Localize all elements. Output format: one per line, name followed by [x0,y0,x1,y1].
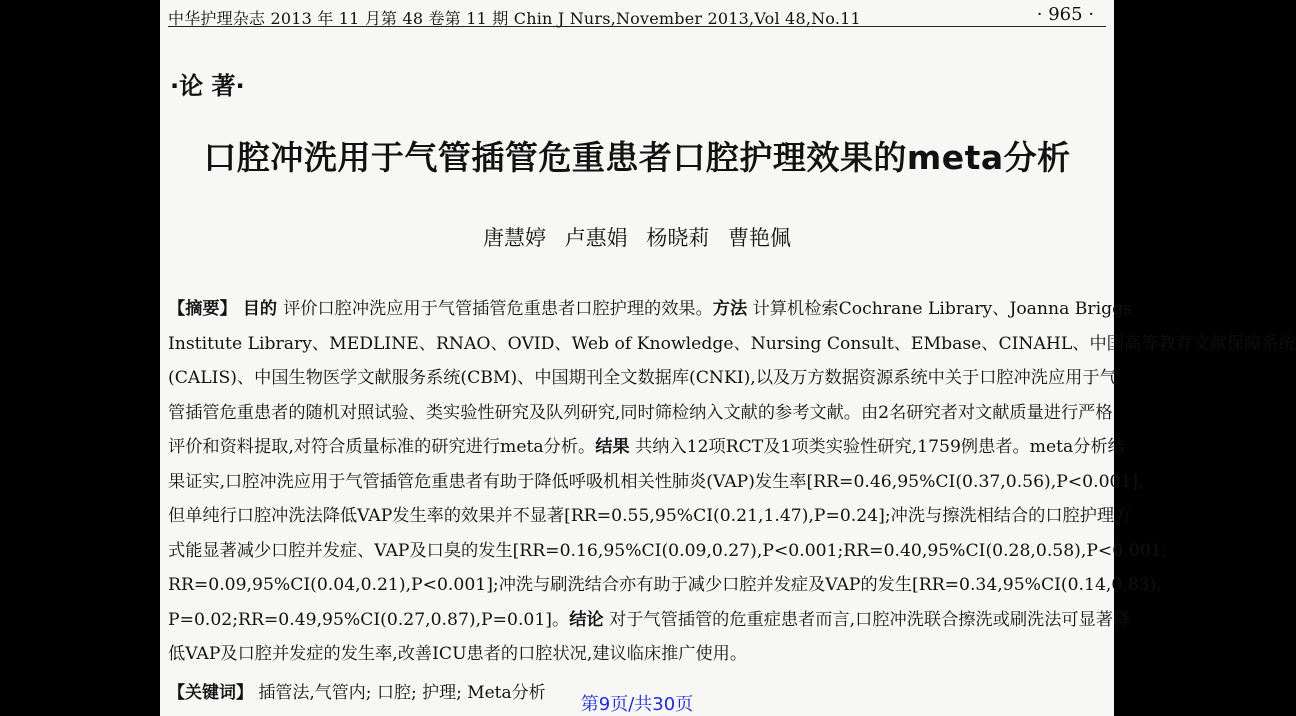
abstract-line [168,292,1132,327]
paper-page [160,0,1296,716]
abstract-text: 对于气管插管的危重症患者而言,口腔冲洗联合擦洗或刷洗法可显著降 [603,609,1131,630]
abstract-line [168,465,1144,500]
abstract-line [168,603,1131,638]
paper-title: 口腔冲洗用于气管插管危重患者口腔护理效果的meta分析 [203,138,1071,177]
slide-page-indicator: 第9页/共30页 [580,694,694,715]
abstract-text: P=0.02;RR=0.49,95%CI(0.27,0.87),P=0.01]。 [168,609,570,630]
abstract-line [168,327,1296,362]
author-list: 唐慧婷 卢惠娟 杨晓莉 曹艳佩 [482,226,792,250]
page-number: · 965 · [1036,4,1094,25]
abstract-text: 式能显著减少口腔并发症、VAP及口臭的发生[RR=0.16,95%CI(0.09,0.27),P<0.001;RR=0.40,95%CI(0.28,0.58),P<0.001; [168,540,1168,561]
abstract-line [168,361,1117,396]
abstract-heading: 结论 [569,609,604,630]
abstract-line [168,534,1168,569]
abstract-line [168,568,1162,603]
abstract-heading: 结果 [595,437,630,457]
abstract-heading: 【摘要】 [168,299,243,319]
abstract-line [168,499,1132,534]
keywords-text: 插管法,气管内; 口腔; 护理; Meta分析 [253,683,546,703]
keywords-label: 【关键词】 [168,683,253,703]
journal-header [168,4,1108,28]
abstract-line [168,396,1113,431]
abstract-text: 低VAP及口腔并发症的发生率,改善ICU患者的口腔状况,建议临床推广使用。 [168,644,748,664]
abstract-text: 计算机检索Cochrane Library、Joanna Briggs [747,299,1132,319]
abstract-heading: 目的 [242,299,284,319]
abstract-heading: 方法 [712,299,748,319]
header-divider [168,26,1106,27]
abstract-text: 管插管危重患者的随机对照试验、类实验性研究及队列研究,同时筛检纳入文献的参考文献。由2名研究者对文献质量进行严格 [168,402,1113,423]
abstract-text: 但单纯行口腔冲洗法降低VAP发生率的效果并不显著[RR=0.55,95%CI(0.21,1.47),P=0.24];冲洗与擦洗相结合的口腔护理方 [168,506,1132,526]
abstract [168,292,1296,672]
abstract-text: (CALIS)、中国生物医学文献服务系统(CBM)、中国期刊全文数据库(CNKI),以及万方数据资源系统中关于口腔冲洗应用于气 [168,368,1117,388]
abstract-text: Institute Library、MEDLINE、RNAO、OVID、Web of Knowledge、Nursing Consult、EMbase、CINAHL、中国高等教育文献保障系统 [168,333,1296,354]
abstract-text: RR=0.09,95%CI(0.04,0.21),P<0.001];冲洗与刷洗结合亦有助于减少口腔并发症及VAP的发生[RR=0.34,95%CI(0.14,0.83), [168,575,1162,595]
abstract-text: 评价口腔冲洗应用于气管插管危重患者口腔护理的效果。 [283,299,713,319]
abstract-text: 评价和资料提取,对符合质量标准的研究进行meta分析。 [168,437,596,457]
journal-citation: 中华护理杂志 2013 年 11 月第 48 卷第 11 期 Chin J Nurs,November 2013,Vol 48,No.11 [168,9,861,28]
abstract-line [168,637,1108,672]
abstract-line [168,430,1125,465]
section-tag: ·论 著· [170,72,245,100]
abstract-text: 果证实,口腔冲洗应用于气管插管危重患者有助于降低呼吸机相关性肺炎(VAP)发生率[RR=0.46,95%CI(0.37,0.56),P<0.001], [168,471,1144,492]
abstract-text: 共纳入12项RCT及1项类实验性研究,1759例患者。meta分析结 [629,437,1125,457]
